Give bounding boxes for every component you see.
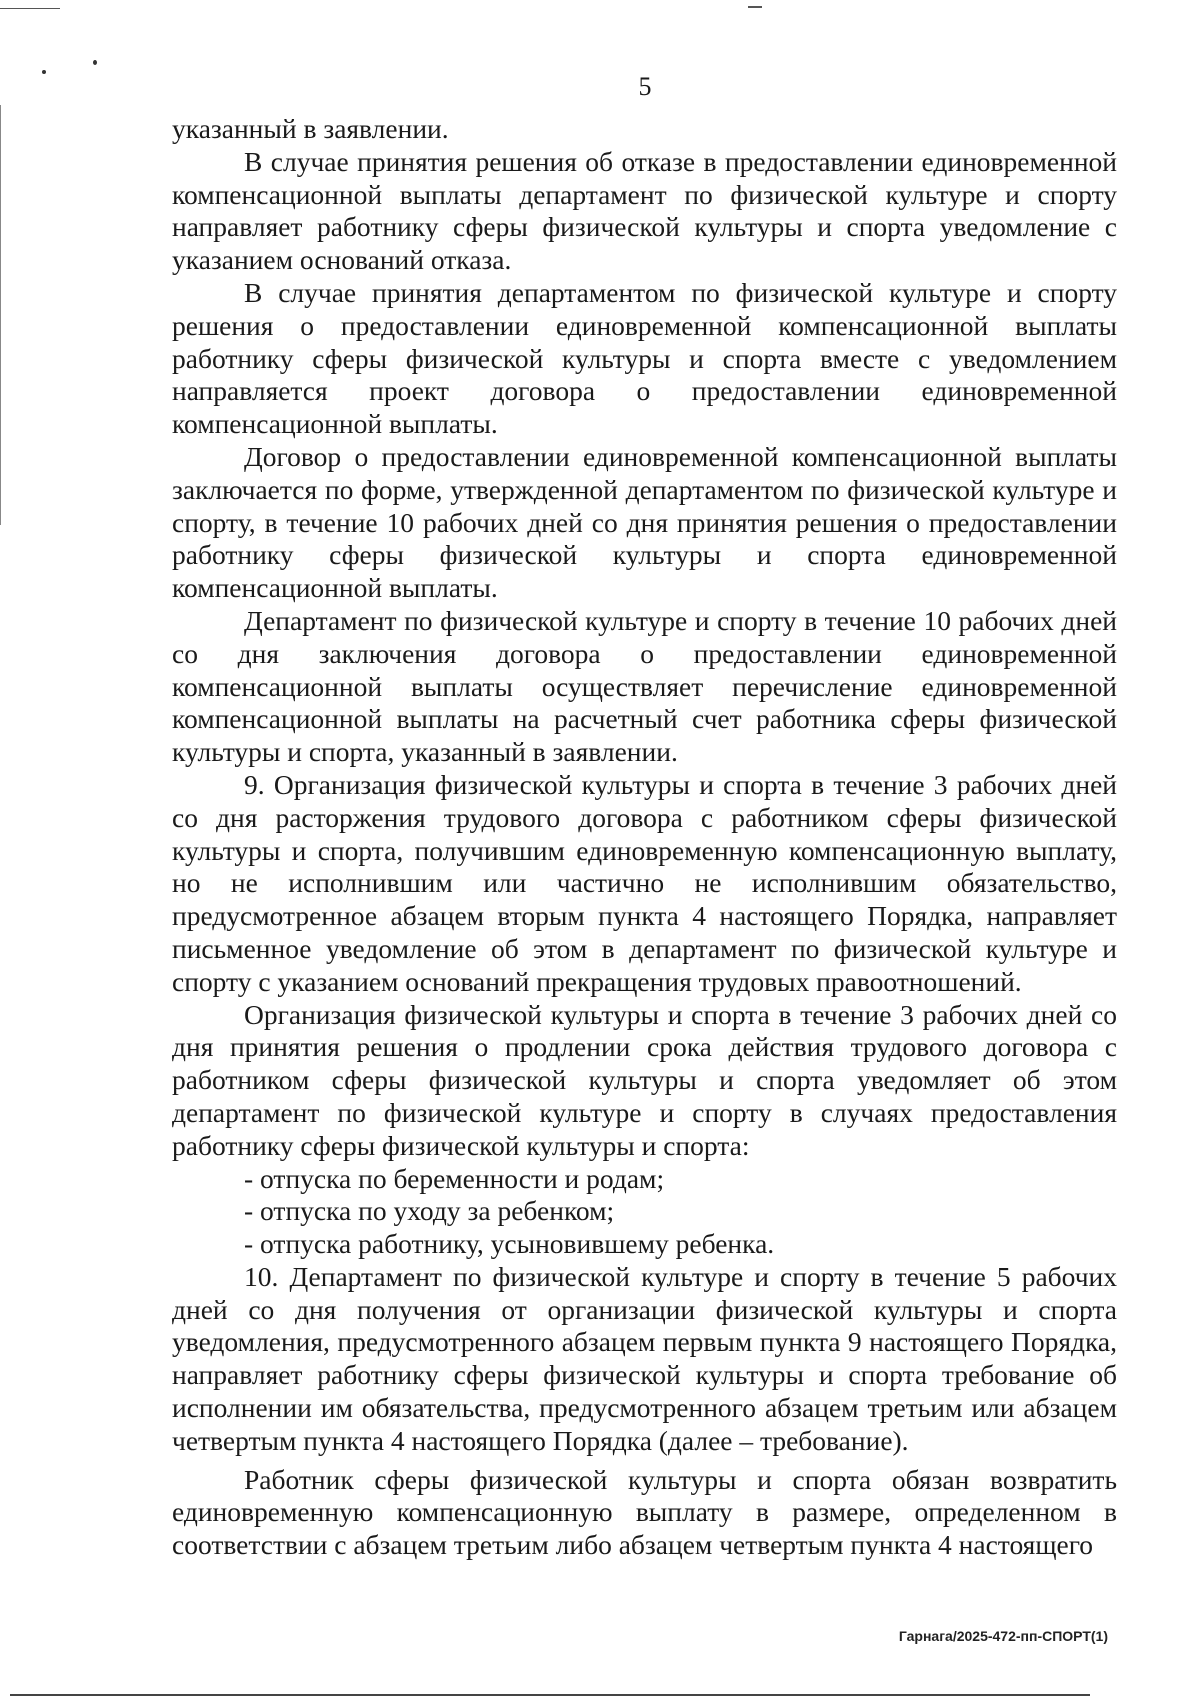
paragraph: Договор о предоставлении единовременной компенсационной выплаты заключается по форме, утвержденной департаментом по физической культуре и спорту, в течение 10 рабочих дней со дня принятия решения о предоставлении работнику сферы физической культуры и спорта единовременной компенсационной выплаты.	[172, 440, 1117, 604]
paragraph: 10. Департамент по физической культуре и спорту в течение 5 рабочих дней со дня получения от организации физической культуры и спорта уведомления, предусмотренного абзацем первым пункта 9 настоящего Порядка, направляет работнику сферы физической культуры и спорта требование об исполнении им обязательства, предусмотренного абзацем третьим или абзацем четвертым пункта 4 настоящего Порядка (далее – требование).	[172, 1260, 1117, 1456]
paragraph: В случае принятия решения об отказе в предоставлении единовременной компенсационной выплаты департамент по физической культуре и спорту направляет работнику сферы физической культуры и спорта уведомление с указанием оснований отказа.	[172, 145, 1117, 276]
document-footer-code: Гарнага/2025-472-пп-СПОРТ(1)	[898, 1628, 1108, 1644]
paragraph: Организация физической культуры и спорта в течение 3 рабочих дней со дня принятия решения о продлении срока действия трудового договора с работником сферы физической культуры и спорта уведомляет об этом департамент по физической культуре и спорту в случаях предоставления работнику сферы физической культуры и спорта:	[172, 998, 1117, 1161]
scan-artifact-line	[0, 105, 1, 525]
scan-artifact-line	[748, 6, 762, 8]
document-body	[172, 113, 1117, 1562]
scan-artifact-line	[10, 1694, 1090, 1696]
paragraph: 9. Организация физической культуры и спорта в течение 3 рабочих дней со дня расторжения трудового договора с работником сферы физической культуры и спорта, получившим единовременную компенсационную выплату, но не исполнившим или частично не исполнившим обязательство, предусмотренное абзацем вторым пункта 4 настоящего Порядка, направляет письменное уведомление об этом в департамент по физической культуре и спорту с указанием оснований прекращения трудовых правоотношений.	[172, 768, 1117, 997]
paragraph: Департамент по физической культуре и спорту в течение 10 рабочих дней со дня заключения договора о предоставлении единовременной компенсационной выплаты осуществляет перечисление единовременной компенсационной выплаты на расчетный счет работника сферы физической культуры и спорта, указанный в заявлении.	[172, 604, 1117, 768]
list-item: - отпуска по беременности и родам;	[244, 1162, 665, 1194]
paragraph: В случае принятия департаментом по физической культуре и спорту решения о предоставлении единовременной компенсационной выплаты работнику сферы физической культуры и спорта вместе с уведомлением направляется проект договора о предоставлении единовременной компенсационной выплаты.	[172, 276, 1117, 440]
page-number: 5	[638, 72, 652, 101]
scan-artifact-dot	[93, 60, 97, 65]
paragraph: Работник сферы физической культуры и спорта обязан возвратить единовременную компенсационную выплату в размере, определенном в соответствии с абзацем третьим либо абзацем четвертым пункта 4 настоящего	[172, 1463, 1117, 1561]
scan-artifact-line	[0, 8, 60, 9]
list-item: - отпуска по уходу за ребенком;	[244, 1195, 615, 1227]
paragraph: указанный в заявлении.	[172, 113, 449, 144]
list-item: - отпуска работнику, усыновившему ребенка.	[244, 1228, 775, 1260]
